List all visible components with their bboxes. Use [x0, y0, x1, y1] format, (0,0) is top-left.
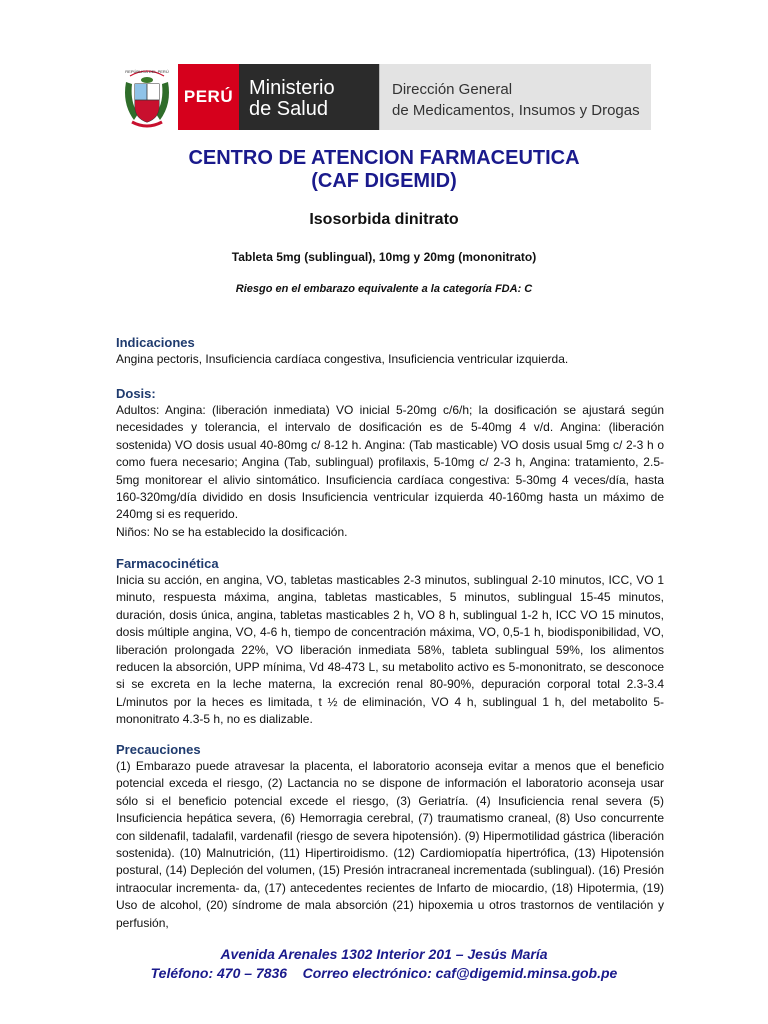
svg-text:REPÚBLICA DEL PERÚ: REPÚBLICA DEL PERÚ: [125, 69, 169, 74]
section-text: Inicia su acción, en angina, VO, tabletas masticables 2-3 minutos, sublingual 2-10 minutos, ICC, VO 1 minuto, respuesta máxima, angina, tabletas masticables, 5 minutos, sublingual 15-45 minutos, duración, dosis única, angina, tabletas masticables 2 h, VO 8 h, sublingual 1-2 h, ICC VO 15 minutos, dosis múltiple angina, VO, 4-6 h, tiempo de concentración máxima, VO, 0,5-1 h, biodisponibilidad, VO, liberación prolongada 22%, VO liberación inmediata 58%, tableta sublingual 59%, los alimentos reducen la absorción, UPP mínima, Vd 48-473 L, su metabolito activo es 5-mononitrato, se desconoce si se excreta en la leche materna, la excreción renal 80-90%, depuración corporal total 2.3-3.4 L/minutos por la heces es limitada, t ½ de eliminación, VO 4 h, sublingual 1 h, del metabolito 5-mononitrato 4.3-5 h, no es dializable.: [116, 573, 664, 727]
section-heading: Indicaciones: [116, 335, 195, 350]
section-text-ninos: Niños: No se ha establecido la dosificación.: [116, 524, 348, 539]
section-heading: Dosis:: [116, 386, 156, 401]
section-text: (1) Embarazo puede atravesar la placenta, el laboratorio aconseja evitar a menos que el beneficio potencial exceda el riesgo, (2) Lactancia no se dispone de información el laboratorio aconseja usar sólo si el beneficio potencial excede el riesgo, (3) Geriatría. (4) Insuficiencia renal severa (5) Insuficiencia hepática severa, (6) Hemorragia cerebral, (7) traumatismo craneal, (8) Uso concurrente con sildenafil, tadalafil, vardenafil (riesgo de severa hipotensión). (9) Hipermotilidad gástrica (liberación sostenida). (10) Malnutrición, (11) Hipertiroidismo. (12) Cardiomiopatía hipertrófica, (13) Hipotensión postural, (14) Depleción del volumen, (15) Presión intracraneal incrementada (sublingual). (16) Presión intraocular incrementa- da, (17) antecedentes recientes de Infarto de miocardio, (18) Hipotermia, (19) Uso de alcohol, (20) síndrome de mala absorción (21) hipoxemia u otros trastornos de ventilación y perfusión,: [116, 759, 664, 930]
header-logo-bar: [116, 64, 668, 130]
section-heading: Precauciones: [116, 742, 201, 757]
pregnancy-risk: Riesgo en el embarazo equivalente a la categoría FDA: C: [235, 283, 533, 295]
crest-icon: [116, 64, 178, 130]
peru-coat-of-arms-logo: [116, 64, 178, 130]
title-line-1: CENTRO DE ATENCION FARMACEUTICA: [188, 147, 580, 169]
direction-label: [379, 64, 651, 130]
document-title: [0, 147, 768, 193]
title-line-2: (CAF DIGEMID): [311, 170, 457, 192]
section-farmacocinetica: [116, 555, 664, 729]
section-dosis: [116, 385, 664, 541]
section-text: Angina pectoris, Insuficiencia cardíaca congestiva, Insuficiencia ventricular izquierda.: [116, 352, 569, 366]
section-precauciones: [116, 741, 664, 932]
section-heading: Farmacocinética: [116, 556, 219, 571]
footer-address: Avenida Arenales 1302 Interior 201 – Jesús María: [220, 946, 548, 962]
ministry-line-1: Ministerio: [249, 77, 335, 99]
peru-label: PERÚ: [178, 64, 239, 130]
footer-contact: [0, 945, 768, 983]
ministry-line-2: de Salud: [249, 98, 328, 120]
section-text: Adultos: Angina: (liberación inmediata) VO inicial 5-20mg c/6/h; la dosificación se ajustará según necesidades y tolerancia, el intervalo de dosificación es de 5-40mg 4 v/d. Angina: (liberación sostenida) VO dosis usual 40-80mg c/ 8-12 h. Angina: (Tab masticable) VO dosis usual 5mg c/ 2-3 h o como fuera necesario; Angina (Tab, sublingual) profilaxis, 5-10mg c/ 2-3 h, Angina: tratamiento, 2.5-5mg monitorear el alivio sintomático. Insuficiencia cardíaca congestiva: 5-30mg 4 veces/día, hasta 160-320mg/día dividido en dosis Insuficiencia ventricular izquierda 40-160mg hasta un máximo de 240mg si es requerido.: [116, 403, 664, 522]
ministry-label: [239, 64, 379, 130]
direction-line-2: de Medicamentos, Insumos y Drogas: [392, 102, 640, 119]
presentation: Tableta 5mg (sublingual), 10mg y 20mg (mononitrato): [231, 250, 537, 264]
direction-line-1: Dirección General: [392, 81, 513, 98]
footer-phone-email: Teléfono: 470 – 7836 Correo electrónico: caf@digemid.minsa.gob.pe: [150, 965, 618, 981]
drug-name: Isosorbida dinitrato: [309, 211, 459, 228]
section-indicaciones: [116, 334, 664, 368]
